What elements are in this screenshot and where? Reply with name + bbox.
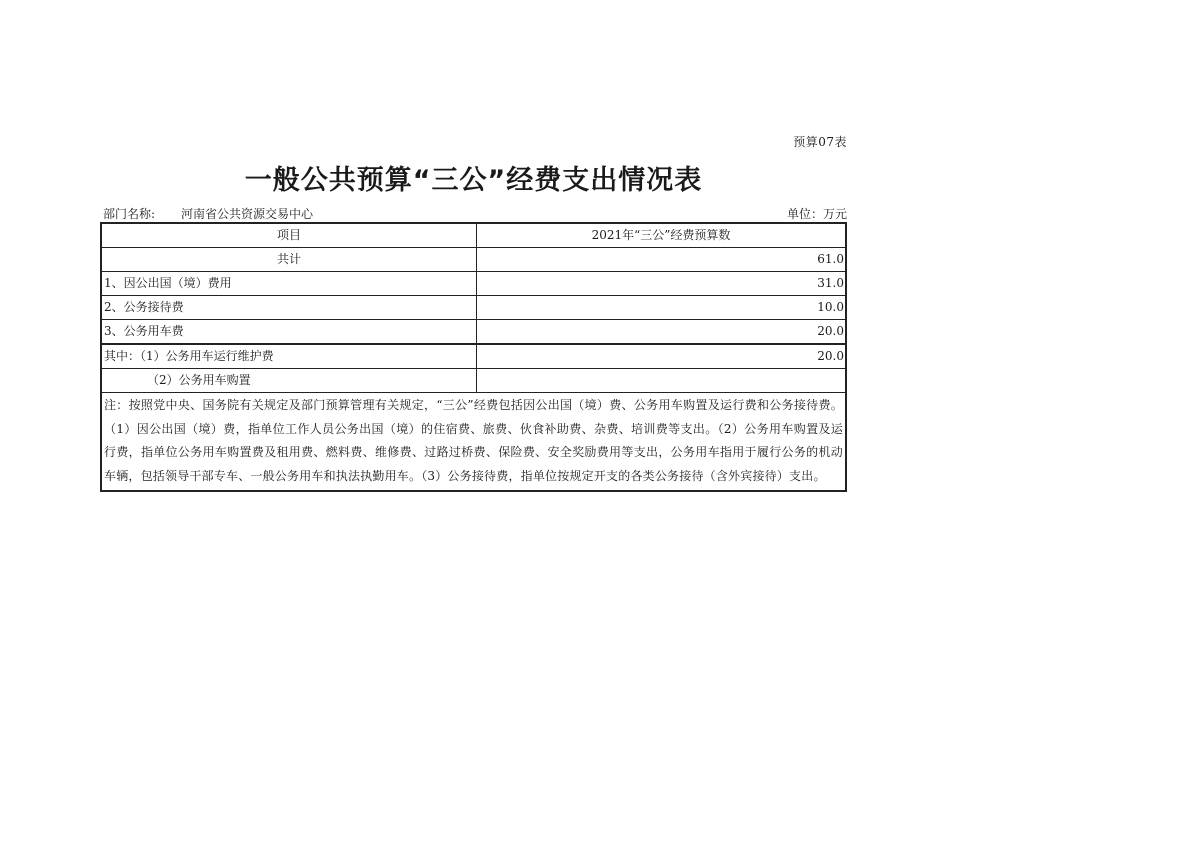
note-row [101,393,846,492]
row-label-vehicle: 3、公务用车费 [101,320,477,345]
table-header-row [101,223,846,248]
table-row [101,272,846,296]
row-label-vehicle-operation: 其中：（1）公务用车运行维护费 [101,344,477,369]
table-row [101,296,846,320]
header-budget: 2021年“三公”经费预算数 [477,223,847,248]
table-row [101,320,846,345]
row-label-overseas: 1、因公出国（境）费用 [101,272,477,296]
row-label-reception: 2、公务接待费 [101,296,477,320]
row-value-total: 61.0 [477,248,847,272]
department-info [103,205,313,222]
table-note: 注：按照党中央、国务院有关规定及部门预算管理有关规定，“三公”经费包括因公出国（境）费、公务用车购置及运行费和公务接待费。（1）因公出国（境）费，指单位工作人员公务出国（境）的住宿费、旅费、伙食补助费、杂费、培训费等支出。（2）公务用车购置及运行费，指单位公务用车购置费及租用费、燃料费、维修费、过路过桥费、保险费、安全奖励费用等支出，公务用车指用于履行公务的机动车辆，包括领导干部专车、一般公务用车和执法执勤用车。（3）公务接待费，指单位按规定开支的各类公务接待（含外宾接待）支出。 [101,393,846,492]
table-row [101,248,846,272]
page-title: 一般公共预算“三公”经费支出情况表 [244,165,703,196]
department-name: 河南省公共资源交易中心 [181,207,314,221]
form-number: 预算07表 [793,135,847,149]
budget-table [100,222,847,492]
row-value-overseas: 31.0 [477,272,847,296]
table-row [101,369,846,393]
header-item: 项目 [101,223,477,248]
row-label-vehicle-purchase: （2）公务用车购置 [101,369,477,393]
row-label-total: 共计 [101,248,477,272]
row-value-reception: 10.0 [477,296,847,320]
table-row [101,344,846,369]
row-value-vehicle: 20.0 [477,320,847,345]
department-label: 部门名称: [103,207,156,221]
unit-label: 单位：万元 [786,207,847,221]
row-value-vehicle-purchase [477,369,847,393]
row-value-vehicle-operation: 20.0 [477,344,847,369]
